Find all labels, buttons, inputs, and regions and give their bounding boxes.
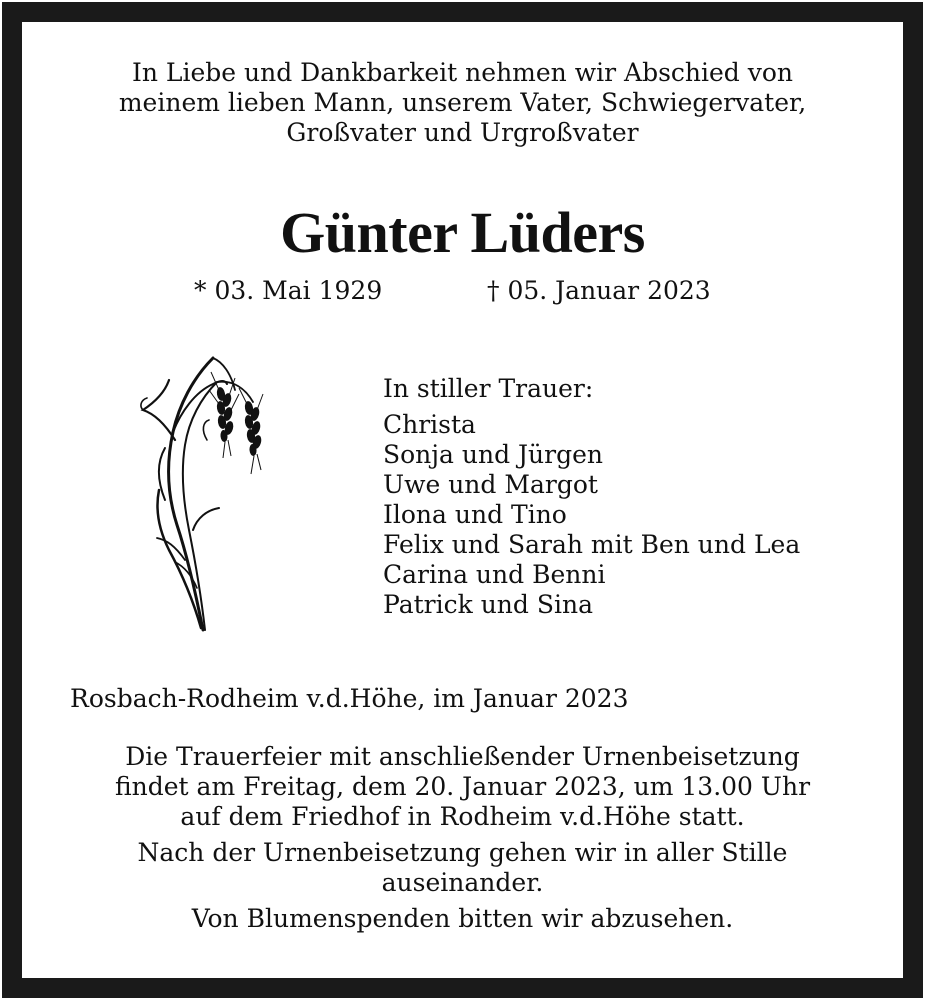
- intro-line: meinem lieben Mann, unserem Vater, Schwiegervater,: [118, 88, 807, 117]
- mourner-name: Patrick und Sina: [383, 590, 593, 619]
- intro-text: [0, 58, 925, 148]
- intro-line: In Liebe und Dankbarkeit nehmen wir Abschied von: [131, 58, 794, 87]
- deceased-name: Günter Lüders: [280, 200, 645, 265]
- flowers-note: Von Blumenspenden bitten wir abzusehen.: [191, 904, 734, 933]
- ceremony-line: Die Trauerfeier mit anschließender Urnenbeisetzung: [125, 742, 800, 771]
- place-date: Rosbach-Rodheim v.d.Höhe, im Januar 2023: [70, 684, 629, 713]
- mourner-name: Uwe und Margot: [383, 470, 598, 499]
- after-line: auseinander.: [381, 868, 544, 897]
- intro-line: Großvater und Urgroßvater: [286, 118, 639, 147]
- service-info: [0, 742, 925, 934]
- ceremony-line: findet am Freitag, dem 20. Januar 2023, um 13.00 Uhr: [114, 772, 811, 801]
- mourner-name: Carina und Benni: [383, 560, 606, 589]
- mourner-name: Ilona und Tino: [383, 500, 567, 529]
- after-line: Nach der Urnenbeisetzung gehen wir in aller Stille: [137, 838, 788, 867]
- death-date: † 05. Januar 2023: [487, 276, 711, 305]
- mourners-heading: In stiller Trauer:: [383, 374, 594, 403]
- mourners-list: [383, 374, 800, 620]
- mourner-name: Sonja und Jürgen: [383, 440, 604, 469]
- birth-date: * 03. Mai 1929: [194, 276, 383, 305]
- mourner-name: Christa: [383, 410, 476, 439]
- wheat-ears-icon: [135, 350, 270, 635]
- mourner-name: Felix und Sarah mit Ben und Lea: [383, 530, 801, 559]
- ceremony-line: auf dem Friedhof in Rodheim v.d.Höhe statt.: [180, 802, 745, 831]
